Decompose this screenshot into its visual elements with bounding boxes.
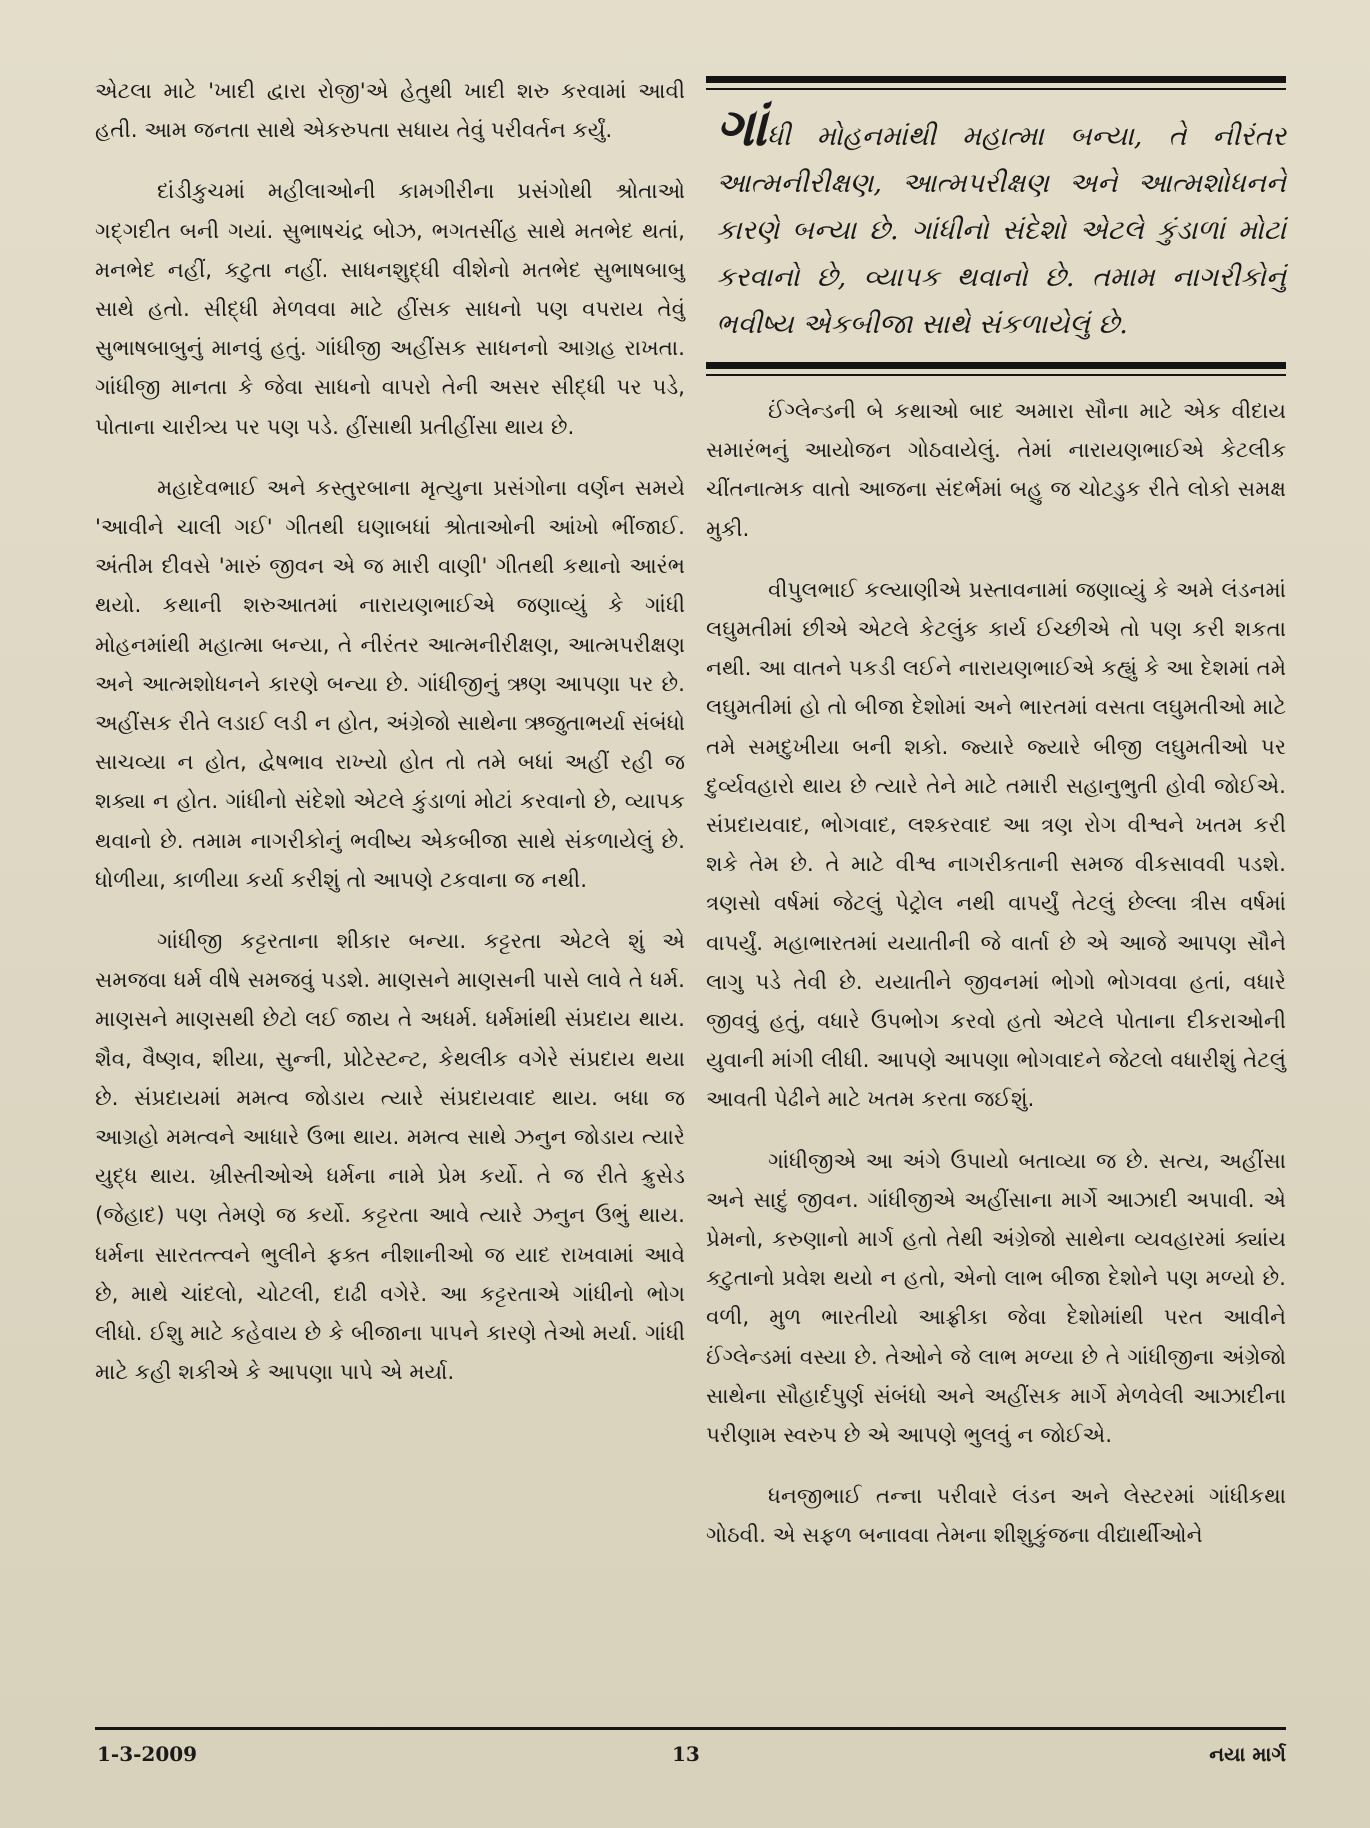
pullquote-dropcap: ગાં <box>716 97 767 158</box>
footer-date: 1-3-2009 <box>97 1742 198 1766</box>
paragraph: ગાંધીજીએ આ અંગે ઉપાયો બતાવ્યા જ છે. સત્ય, અહીંસા અને સાદું જીવન. ગાંધીજીએ અહીંસાના માર્ગે આઝાદી અપાવી. એ પ્રેમનો, કરુણાનો માર્ગ હતો તેથી અંગ્રેજો સાથેના વ્યવહારમાં ક્યાંય કટુતાનો પ્રવેશ થયો ન હતો, એનો લાભ બીજા દેશોને પણ મળ્યો છે. વળી, મુળ ભારતીયો આફ્રીકા જેવા દેશોમાંથી પરત આવીને ઈંગ્લેન્ડમાં વસ્યા છે. તેઓને જે લાભ મળ્યા છે તે ગાંધીજીના અંગ્રેજો સાથેના સૌહાર્દપુર્ણ સંબંધો અને અહીંસક માર્ગે મેળવેલી આઝાદીના પરીણામ સ્વરુપ છે એ આપણે ભુલવું ન જોઈએ. <box>706 1148 1286 1449</box>
paragraph: ગાંધીજી કટ્ટરતાના શીકાર બન્યા. કટ્ટરતા એટલે શું એ સમજવા ધર્મ વીષે સમજવું પડશે. માણસને માણસની પાસે લાવે તે ધર્મ. માણસને માણસથી છેટો લઈ જાય તે અધર્મ. ધર્મમાંથી સંપ્રદાય થાય. શૈવ, વૈષ્ણવ, શીયા, સુન્ની, પ્રોટેસ્ટન્ટ, કેથલીક વગેરે સંપ્રદાય થયા છે. સંપ્રદાયમાં મમત્વ જોડાય ત્યારે સંપ્રદાયવાદ થાય. બધા જ આગ્રહો મમત્વને આધારે ઉભા થાય. મમત્વ સાથે ઝનુન જોડાય ત્યારે યુદ્ધ થાય. ખ્રીસ્તીઓએ ધર્મના નામે પ્રેમ કર્યો. તે જ રીતે ક્રુસેડ (જેહાદ) પણ તેમણે જ કર્યો. કટ્ટરતા આવે ત્યારે ઝનુન ઉભું થાય. ધર્મના સારતત્ત્વને ભુલીને ફક્ત નીશાનીઓ જ યાદ રાખવામાં આવે છે, માથે ચાંદલો, ચોટલી, દાઢી વગેરે. આ કટ્ટરતાએ ગાંધીનો ભોગ લીધો. ઈશુ માટે કહેવાય છે કે બીજાના પાપને કારણે તેઓ મર્યા. ગાંધી માટે કહી શકીએ કે આપણા પાપે એ મર્યા. <box>95 929 685 1386</box>
pullquote-top-rule-thick <box>706 76 1286 83</box>
page-number: 13 <box>672 1742 700 1766</box>
pullquote-text: ધી મોહનમાંથી મહાત્મા બન્યા, તે નીરંતર આત્મનીરીક્ષણ, આત્મપરીક્ષણ અને આત્મશોધનને કારણે બન્યા છે. ગાંધીનો સંદેશો એટલે કુંડાળાં મોટાં કરવાનો છે, વ્યાપક થવાનો છે. તમામ નાગરીકોનું ભવીષ્ય એકબીજા સાથે સંકળાયેલું છે. <box>716 121 1286 340</box>
footer-rule <box>95 1727 1286 1730</box>
pullquote-bottom-rule-thick <box>706 362 1286 369</box>
paragraph: ઈંગ્લેન્ડની બે કથાઓ બાદ અમારા સૌના માટે એક વીદાય સમારંભનું આયોજન ગોઠવાયેલું. તેમાં નારાયણભાઈએ કેટલીક ચીંતનાત્મક વાતો આજના સંદર્ભમાં બહુ જ ચોટડુક રીતે લોકો સમક્ષ મુકી. <box>706 399 1286 542</box>
paragraph: વીપુલભાઈ કલ્યાણીએ પ્રસ્તાવનામાં જણાવ્યું કે અમે લંડનમાં લઘુમતીમાં છીએ એટલે કેટલુંક કાર્ય ઈચ્છીએ તો પણ કરી શકતા નથી. આ વાતને પકડી લઈને નારાયણભાઈએ કહ્યું કે આ દેશમાં તમે લઘુમતીમાં હો તો બીજા દેશોમાં અને ભારતમાં વસતા લઘુમતીઓ માટે તમે સમદુખીયા બની શકો. જ્યારે જ્યારે બીજી લઘુમતીઓ પર દુર્વ્યવહારો થાય છે ત્યારે તેને માટે તમારી સહાનુભુતી હોવી જોઈએ. સંપ્રદાયવાદ, ભોગવાદ, લશ્કરવાદ આ ત્રણ રોગ વીશ્વને ખતમ કરી શકે તેમ છે. તે માટે વીશ્વ નાગરીકતાની સમજ વીકસાવવી પડશે. ત્રણસો વર્ષમાં જેટલું પેટ્રોલ નથી વાપર્યું તેટલું છેલ્લા ત્રીસ વર્ષમાં વાપર્યું. મહાભારતમાં યયાતીની જે વાર્તા છે એ આજે આપણ સૌને લાગુ પડે તેવી છે. યયાતીને જીવનમાં ભોગો ભોગવવા હતાં, વધારે જીવવું હતું, વધારે ઉપભોગ કરવો હતો એટલે પોતાના દીકરાઓની યુવાની માંગી લીધી. આપણે આપણા ભોગવાદને જેટલો વધારીશું તેટલું આવતી પેઢીને માટે ખતમ કરતા જઈશું. <box>706 577 1286 1113</box>
pullquote <box>716 97 1286 348</box>
pullquote-box <box>706 76 1286 376</box>
pullquote-top-rule-thin <box>706 88 1286 90</box>
publication-name: નયા માર્ગ <box>1209 1742 1286 1766</box>
right-column <box>706 72 1286 1578</box>
left-column <box>95 72 685 1415</box>
paragraph: ધનજીભાઈ તન્ના પરીવારે લંડન અને લેસ્ટરમાં ગાંધીકથા ગોઠવી. એ સફળ બનાવવા તેમના શીશુકુંજના વીદ્યાર્થીઓને <box>706 1484 1286 1549</box>
paragraph: દાંડીકુચમાં મહીલાઓની કામગીરીના પ્રસંગોથી શ્રોતાઓ ગદ્ગદીત બની ગયાં. સુભાષચંદ્ર બોઝ, ભગતસીંહ સાથે મતભેદ થતાં, મનભેદ નહીં, કટુતા નહીં. સાધનશુદ્ધી વીશેનો મતભેદ સુભાષબાબુ સાથે હતો. સીદ્ધી મેળવવા માટે હીંસક સાધનો પણ વપરાય તેવું સુભાષબાબુનું માનવું હતું. ગાંધીજી અહીંસક સાધનનો આગ્રહ રાખતા. ગાંધીજી માનતા કે જેવા સાધનો વાપરો તેની અસર સીદ્ધી પર પડે, પોતાના ચારીત્ર્ય પર પણ પડે. હીંસાથી પ્રતીહીંસા થાય છે. <box>95 179 685 440</box>
paragraph: એટલા માટે 'ખાદી દ્વારા રોજી'એ હેતુથી ખાદી શરુ કરવામાં આવી હતી. આમ જનતા સાથે એકરુપતા સધાય તેવું પરીવર્તન કર્યું. <box>95 79 685 144</box>
pullquote-bottom-rule-thin <box>706 374 1286 376</box>
paragraph: મહાદેવભાઈ અને કસ્તુરબાના મૃત્યુના પ્રસંગોના વર્ણન સમયે 'આવીને ચાલી ગઈ' ગીતથી ઘણાબધાં શ્રોતાઓની આંખો ભીંજાઈ. અંતીમ દીવસે 'મારું જીવન એ જ મારી વાણી' ગીતથી કથાનો આરંભ થયો. કથાની શરુઆતમાં નારાયણભાઈએ જણાવ્યું કે ગાંધી મોહનમાંથી મહાત્મા બન્યા, તે નીરંતર આત્મનીરીક્ષણ, આત્મપરીક્ષણ અને આત્મશોધનને કારણે બન્યા છે. ગાંધીજીનું ઋણ આપણા પર છે. અહીંસક રીતે લડાઈ લડી ન હોત, અંગ્રેજો સાથેના ઋજુતાભર્યા સંબંધો સાચવ્યા ન હોત, દ્વેષભાવ રાખ્યો હોત તો તમે બધાં અહીં રહી જ શક્યા ન હોત. ગાંધીનો સંદેશો એટલે કુંડાળાં મોટાં કરવાનો છે, વ્યાપક થવાનો છે. તમામ નાગરીકોનું ભવીષ્ય એકબીજા સાથે સંકળાયેલું છે. ધોળીયા, કાળીયા કર્યા કરીશું તો આપણે ટકવાના જ નથી. <box>95 475 685 893</box>
